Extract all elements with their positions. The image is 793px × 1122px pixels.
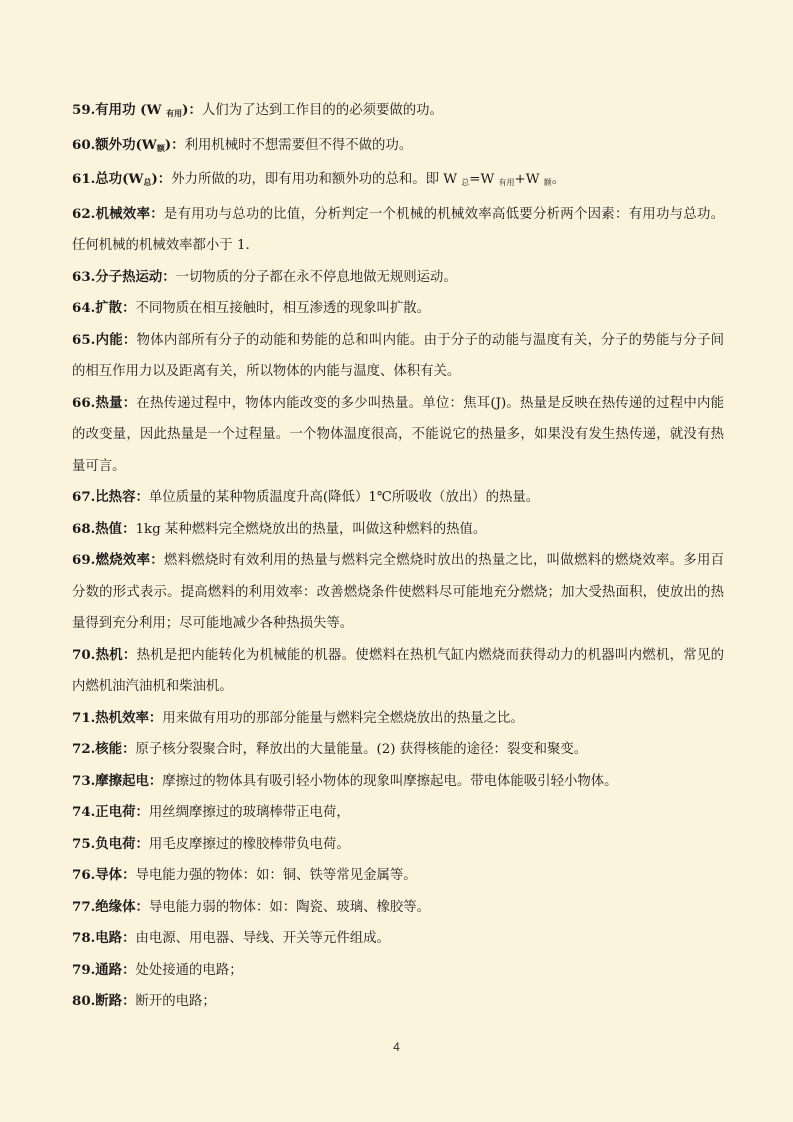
entry-text: 原子核分裂聚合时，释放出的大量能量。(2) 获得核能的途径：裂变和聚变。 (135, 742, 588, 757)
entry-77 (72, 892, 724, 924)
entry-term: 72.核能： (72, 741, 136, 757)
entry-term: 79.通路： (72, 961, 136, 978)
entry-text: 导电能力弱的物体：如：陶瓷、玻璃、橡胶等。 (148, 899, 431, 915)
entry-term: 62.机械效率： (72, 205, 164, 222)
entry-term: 65.内能： (72, 331, 137, 348)
entry-75 (72, 829, 724, 861)
entry-text: 热机是把内能转化为机械能的机器。使燃料在热机气缸内燃烧而获得动力的机器叫内燃机，常见的内燃机油汽油机和柴油机。 (72, 647, 724, 694)
entry-text: 在热传递过程中，物体内能改变的多少叫热量。单位：焦耳(J)。热量是反映在热传递的过程中内能的改变量，因此热量是一个过程量。一个物体温度很高，不能说它的热量多，如果没有发生热传递，就没有热量可言。 (72, 395, 724, 474)
entry-term: 71.热机效率： (72, 709, 163, 726)
entry-80 (72, 986, 724, 1018)
document-body (72, 95, 724, 1018)
entry-term: 68.热值： (72, 520, 136, 537)
entry-67 (72, 482, 724, 514)
entry-term: 74.正电荷： (72, 804, 149, 820)
entry-term: 78.电路： (72, 930, 136, 946)
entry-term: 63.分子热运动： (72, 268, 176, 285)
entry-text: 不同物质在相互接触时，相互渗透的现象叫扩散。 (135, 301, 431, 316)
entry-63 (72, 262, 724, 294)
entry-59 (72, 95, 724, 130)
entry-70 (72, 640, 724, 703)
entry-term: 76.导体： (72, 867, 136, 883)
entry-term: 61.总功$(W_总)$： (72, 171, 172, 187)
entry-text: 用毛皮摩擦过的橡胶棒带负电荷。 (148, 836, 350, 852)
entry-text: 物体内部所有分子的动能和势能的总和叫内能。由于分子的动能与温度有关，分子的势能与分子间的相互作用力以及距离有关，所以物体的内能与温度、体积有关。 (72, 332, 724, 379)
entry-76 (72, 860, 724, 892)
entry-65 (72, 325, 724, 388)
entry-text: 由电源、用电器、导线、开关等元件组成。 (135, 931, 390, 946)
entry-term: 70.热机： (72, 646, 137, 663)
entry-term: 67.比热容： (72, 489, 149, 505)
page-number: 4 (393, 1040, 400, 1054)
entry-text: 外力所做的功，即有用功和额外功的总和。即 W 总=W 有用+W 额。 (171, 172, 566, 187)
entry-79 (72, 955, 724, 987)
entry-term: 60.额外功$(W_额)$： (72, 136, 185, 153)
entry-text: 单位质量的某种物质温度升高(降低）1℃所吸收（放出）的热量。 (148, 490, 540, 505)
entry-text: 用来做有用功的那部分能量与燃料完全燃烧放出的热量之比。 (162, 710, 524, 726)
entry-text: 1kg 某种燃料完全燃烧放出的热量，叫做这种燃料的热值。 (135, 521, 487, 537)
entry-text: 人们为了达到工作目的的必须要做的功。 (201, 103, 443, 118)
entry-term: 69.燃烧效率： (72, 552, 164, 568)
entry-term: 75.负电荷： (72, 835, 149, 852)
entry-text: 一切物质的分子都在永不停息地做无规则运动。 (175, 269, 457, 285)
entry-text: 导电能力强的物体：如：铜、铁等常见金属等。 (135, 868, 417, 883)
entry-64 (72, 293, 724, 325)
entry-74 (72, 797, 724, 829)
entry-78 (72, 923, 724, 955)
entry-68 (72, 514, 724, 546)
entry-term: 80.断路： (72, 993, 136, 1009)
entry-72 (72, 734, 724, 766)
entry-text: 是有用功与总功的比值，分析判定一个机械的机械效率高低要分析两个因素：有用功与总功。任何机械的机械效率都小于 1. (72, 206, 725, 253)
entry-text: 处处接通的电路； (135, 962, 243, 978)
entry-term: 77.绝缘体： (72, 898, 149, 915)
entry-term: 64.扩散： (72, 300, 136, 316)
entry-71 (72, 703, 724, 735)
entry-text: 摩擦过的物体具有吸引轻小物体的现象叫摩擦起电。带电体能吸引轻小物体。 (162, 773, 618, 789)
entry-73 (72, 766, 724, 798)
entry-term: 73.摩擦起电： (72, 772, 163, 789)
entry-term: 59.有用功 (W $_{有用}$)： (72, 102, 202, 118)
entry-61 (72, 164, 724, 199)
entry-term: 66.热量： (72, 394, 137, 411)
entry-60 (72, 130, 724, 165)
entry-text: 用丝绸摩擦过的玻璃棒带正电荷， (148, 805, 350, 820)
entry-text: 燃料燃烧时有效利用的热量与燃料完全燃烧时放出的热量之比，叫做燃料的燃烧效率。多用百分数的形式表示。提高燃料的利用效率：改善燃烧条件使燃料尽可能地充分燃烧；加大受热面积，使放出的热量得到充分利用；尽可能地减少各种热损失等。 (72, 553, 725, 631)
entry-62 (72, 199, 724, 262)
entry-text: 利用机械时不想需要但不得不做的功。 (184, 137, 413, 153)
entry-text: 断开的电路； (135, 994, 216, 1009)
entry-66 (72, 388, 724, 483)
entry-69 (72, 545, 724, 640)
